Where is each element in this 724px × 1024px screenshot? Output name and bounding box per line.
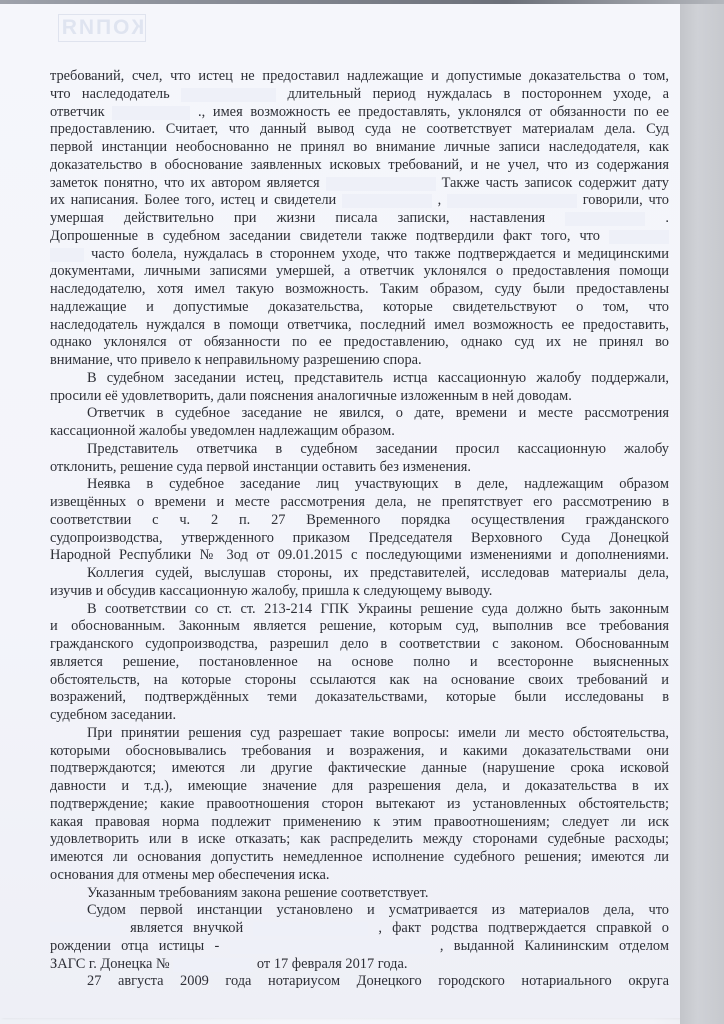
text-line	[50, 547, 669, 565]
line-text: просили её удовлетворить, дали пояснения аналогичные изложенным в ней доводам.	[50, 387, 572, 404]
text-line	[50, 530, 669, 548]
text-line	[50, 459, 669, 477]
line-text: часто болела, нуждалась в стороннем уходе, что также подтверждается и медицинскими	[91, 245, 669, 262]
line-text: Допрошенные в судебном заседании свидетели также подтвердили факт того, что	[50, 227, 600, 244]
line-text: рождении отца истицы -	[50, 937, 220, 954]
text-line	[50, 210, 669, 228]
line-text: отклонить, решение суда первой инстанции оставить без изменения.	[50, 458, 471, 475]
line-text: является внучкой	[130, 920, 244, 936]
line-text: ответчик	[50, 103, 105, 120]
text-line	[50, 956, 669, 974]
text-line	[50, 86, 669, 104]
line-text: умершая действительно при жизни писала записки, наставления	[50, 210, 546, 226]
line-text: извещённых о времени и месте рассмотрения дела, не препятствует его рассмотрению в	[50, 494, 669, 510]
text-line	[50, 796, 669, 814]
text-line	[50, 725, 669, 743]
text-line	[50, 246, 669, 264]
redacted-name	[326, 177, 436, 191]
redacted-name	[609, 230, 669, 244]
text-line	[50, 601, 669, 619]
text-line	[50, 902, 669, 920]
document-body	[50, 68, 669, 991]
line-text: Также часть записок содержит дату	[441, 174, 669, 191]
line-text: Народной Республики № 3од от 09.01.2015 с последующими изменениями и дополнениями.	[50, 547, 669, 564]
line-text: что наследодатель	[50, 85, 170, 102]
text-line	[50, 814, 669, 832]
text-line	[50, 104, 669, 122]
copy-stamp: КОПИЯ	[58, 14, 146, 42]
text-line	[50, 494, 669, 512]
line-text: требований, счел, что истец не предоставил надлежащие и допустимые доказательства о том,	[50, 68, 669, 84]
line-text: какая правовая норма подлежит применению к этим правоотношениям; следует ли иск	[50, 813, 669, 830]
line-text: которыми обосновывались требования и возражения, и какими доказательствами они	[50, 742, 669, 759]
redacted-name	[112, 106, 190, 120]
text-line	[50, 370, 669, 388]
line-text: кассационной жалобы уведомлен надлежащим образом.	[50, 423, 395, 439]
line-text: основания для отмены мер обеспечения иска.	[50, 866, 330, 883]
line-text: Представитель ответчика в судебном заседании просил кассационную жалобу	[87, 440, 669, 457]
text-line	[50, 512, 669, 530]
line-text: Неявка в судебное заседание лиц участвующих в деле, надлежащим образом	[87, 476, 669, 493]
redacted-name	[230, 940, 430, 954]
text-line	[50, 867, 669, 885]
text-line	[50, 175, 669, 193]
line-text: и обоснованным. Законным является решение, которым суд, выполнив все требования	[50, 618, 669, 635]
line-text: наследодателю, хотя имел такую возможность. Таким образом, суду были предоставлены	[50, 281, 669, 297]
line-text: заметок понятно, что их автором является	[50, 174, 320, 191]
line-text: их написания. Более того, истец и свидетели	[50, 192, 337, 209]
text-line	[50, 476, 669, 494]
line-text: однако уклонялся от обязанности по ее предоставлению, однако суд их не принял во	[50, 334, 669, 351]
text-line	[50, 743, 669, 761]
line-text: ЗАГС г. Донецка №	[50, 955, 170, 972]
text-line	[50, 885, 669, 903]
line-text: При принятии решения суд разрешает такие вопросы: имели ли место обстоятельства,	[87, 724, 669, 741]
text-line	[50, 654, 669, 672]
line-text: .	[665, 210, 669, 226]
line-text: гражданского судопроизводства, разрешил дело в соответствии с законом. Обоснованным	[50, 636, 669, 652]
text-line	[50, 299, 669, 317]
line-text: наследодатель нуждался в помощи ответчика, последний имел возможность ее предоставить,	[50, 316, 669, 333]
text-line	[50, 228, 669, 246]
text-line	[50, 263, 669, 281]
text-line	[50, 938, 669, 956]
line-text: говорили, что	[582, 192, 669, 209]
text-line	[50, 565, 669, 583]
line-text: доказательство в обоснование заявленных исковых требований, и не учел, что из содержания	[50, 156, 669, 173]
scanner-top-edge	[0, 0, 724, 4]
line-text: ., имея возможность ее предоставлять, уклонялся от обязанности по ее	[198, 103, 669, 120]
text-line	[50, 441, 669, 459]
line-text: давности и т.д.), имеющие значение для разрешения дела, и доказательства в их	[50, 778, 669, 794]
text-line	[50, 405, 669, 423]
redacted-name	[253, 922, 368, 936]
text-line	[50, 920, 669, 938]
line-text: является решение, постановленное на основе полно и всесторонне выясненных	[50, 653, 669, 670]
redacted-name	[565, 212, 645, 226]
line-text: удовлетворить или в иске отказать; как распределить между сторонами судебные расходы;	[50, 831, 669, 848]
text-line	[50, 831, 669, 849]
text-line	[50, 636, 669, 654]
text-line	[50, 778, 669, 796]
line-text: надлежащие и допустимые доказательства, которые свидетельствуют о том, что	[50, 298, 669, 315]
line-text: подтверждение; какие правоотношения сторон вытекают из установленных обстоятельств;	[50, 795, 669, 812]
line-text: В соответствии со ст. ст. 213-214 ГПК Украины решение суда должно быть законным	[87, 600, 669, 617]
text-line	[50, 672, 669, 690]
text-line	[50, 973, 669, 991]
line-text: Указанным требованиям закона решение соответствует.	[87, 884, 429, 901]
text-line	[50, 334, 669, 352]
line-text: Коллегия судей, выслушав стороны, их представителей, исследовав материалы дела,	[87, 565, 669, 581]
line-text: внимание, что привело к неправильному разрешению спора.	[50, 352, 422, 368]
line-text: судопроизводства, утвержденного приказом Председателя Верховного Суда Донецкой	[50, 529, 669, 546]
line-text: соответствии с ч. 2 п. 27 Временного порядка осуществления гражданского	[50, 511, 669, 528]
line-text: возражений, подтверждённых теми доказательствами, которые были исследованы в	[50, 689, 669, 706]
line-text: подтверждаются; имеются ли другие фактические данные (нарушение срока исковой	[50, 760, 669, 777]
text-line	[50, 760, 669, 778]
line-text: обстоятельств, на которые стороны ссылаются как на основание своих требований и	[50, 671, 669, 688]
redacted-name	[447, 194, 577, 208]
line-text: первой инстанции необоснованно не принял во внимание личные записи наследодателя, как	[50, 139, 669, 155]
text-line	[50, 583, 669, 601]
text-line	[50, 317, 669, 335]
text-line	[50, 618, 669, 636]
line-text: документами, личными записями умершей, а ответчик уклонялся о предоставления помощи	[50, 263, 669, 280]
text-line	[50, 121, 669, 139]
line-text: имеются ли основания допустить немедленное исполнение судебного решения; имеются ли	[50, 849, 669, 865]
line-text: предоставлению. Считает, что данный вывод суда не соответствует материалам дела. Суд	[50, 121, 669, 138]
line-text: судебном заседании.	[50, 707, 177, 723]
text-line	[50, 192, 669, 210]
text-line	[50, 68, 669, 86]
line-text: Ответчик в судебное заседание не явился, о дате, времени и месте рассмотрения	[87, 405, 669, 422]
line-text: В судебном заседании истец, представитель истца кассационную жалобу поддержали,	[87, 369, 669, 386]
text-line	[50, 157, 669, 175]
text-line	[50, 423, 669, 441]
text-line	[50, 281, 669, 299]
line-text: ,	[437, 192, 442, 209]
redacted-name	[181, 88, 276, 102]
redacted-name	[50, 248, 84, 262]
text-line	[50, 352, 669, 370]
line-text: , факт родства подтверждается справкой о	[378, 920, 669, 936]
redacted-name	[50, 922, 120, 936]
line-text: Судом первой инстанции установлено и усматривается из материалов дела, что	[87, 902, 669, 919]
text-line	[50, 849, 669, 867]
line-text: изучив и обсудив кассационную жалобу, пришла к следующему выводу.	[50, 582, 493, 599]
text-line	[50, 689, 669, 707]
scanner-edge-strip	[680, 0, 724, 1024]
text-line	[50, 707, 669, 725]
redacted-name	[342, 194, 432, 208]
line-text: длительный период нуждалась в постороннем уходе, а	[287, 85, 669, 102]
text-line	[50, 139, 669, 157]
redacted-name	[173, 958, 253, 972]
text-line	[50, 388, 669, 406]
line-text: от 17 февраля 2017 года.	[256, 955, 408, 972]
line-text: , выданной Калининским отделом	[439, 937, 669, 954]
line-text: 27 августа 2009 года нотариусом Донецкого городского нотариального округа	[87, 973, 669, 990]
